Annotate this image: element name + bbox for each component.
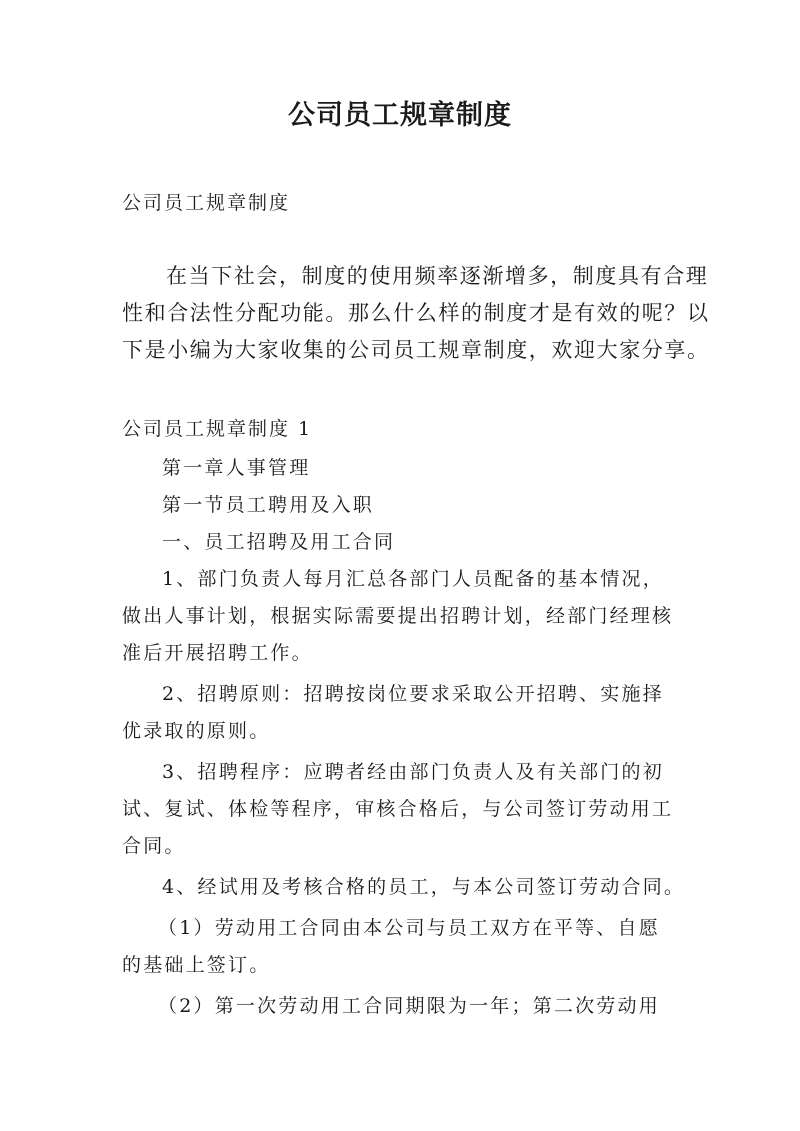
- document-title: 公司员工规章制度: [288, 100, 512, 131]
- intro-line: 下是小编为大家收集的公司员工规章制度，欢迎大家分享。: [122, 338, 710, 362]
- chapter-heading: [122, 450, 692, 487]
- paragraph-line: 1、部门负责人每月汇总各部门人员配备的基本情况，: [162, 568, 664, 590]
- document-subtitle: 公司员工规章制度: [122, 192, 291, 214]
- paragraph-line: 3、招聘程序：应聘者经由部门负责人及有关部门的初: [162, 761, 664, 783]
- paragraph-line: 做出人事计划，根据实际需要提出招聘计划，经部门经理核: [122, 605, 674, 627]
- body-block: [122, 450, 692, 1025]
- body-paragraph: [122, 910, 692, 984]
- body-paragraph: [122, 869, 692, 906]
- body-paragraph: [122, 754, 692, 865]
- paragraph-line: 准后开展招聘工作。: [122, 642, 313, 664]
- intro-line: 性和合法性分配功能。那么什么样的制度才是有效的呢？以: [122, 301, 710, 325]
- paragraph-line: 4、经试用及考核合格的员工，与本公司签订劳动合同。: [162, 876, 686, 898]
- item-heading: [122, 524, 692, 561]
- intro-paragraph: [122, 258, 710, 369]
- item-heading-text: 一、员工招聘及用工合同: [162, 531, 396, 553]
- paragraph-line: （2）第一次劳动用工合同期限为一年；第二次劳动用: [158, 995, 660, 1017]
- section-heading: 公司员工规章制度 1: [122, 418, 313, 440]
- paragraph-line: 的基础上签订。: [122, 954, 271, 976]
- paragraph-line: 2、招聘原则：招聘按岗位要求采取公开招聘、实施择: [162, 683, 664, 705]
- section-subheading: [122, 487, 692, 524]
- intro-line: 在当下社会，制度的使用频率逐渐增多，制度具有合理: [166, 264, 709, 288]
- paragraph-line: 合同。: [122, 835, 186, 857]
- paragraph-line: 试、复试、体检等程序，审核合格后，与公司签订劳动用工: [122, 798, 674, 820]
- paragraph-line: （1）劳动用工合同由本公司与员工双方在平等、自愿: [158, 917, 660, 939]
- body-paragraph: [122, 988, 692, 1025]
- section-subheading-text: 第一节员工聘用及入职: [162, 494, 375, 516]
- paragraph-line: 优录取的原则。: [122, 720, 271, 742]
- body-paragraph: [122, 676, 692, 750]
- chapter-heading-text: 第一章人事管理: [162, 457, 311, 479]
- body-paragraph: [122, 561, 692, 672]
